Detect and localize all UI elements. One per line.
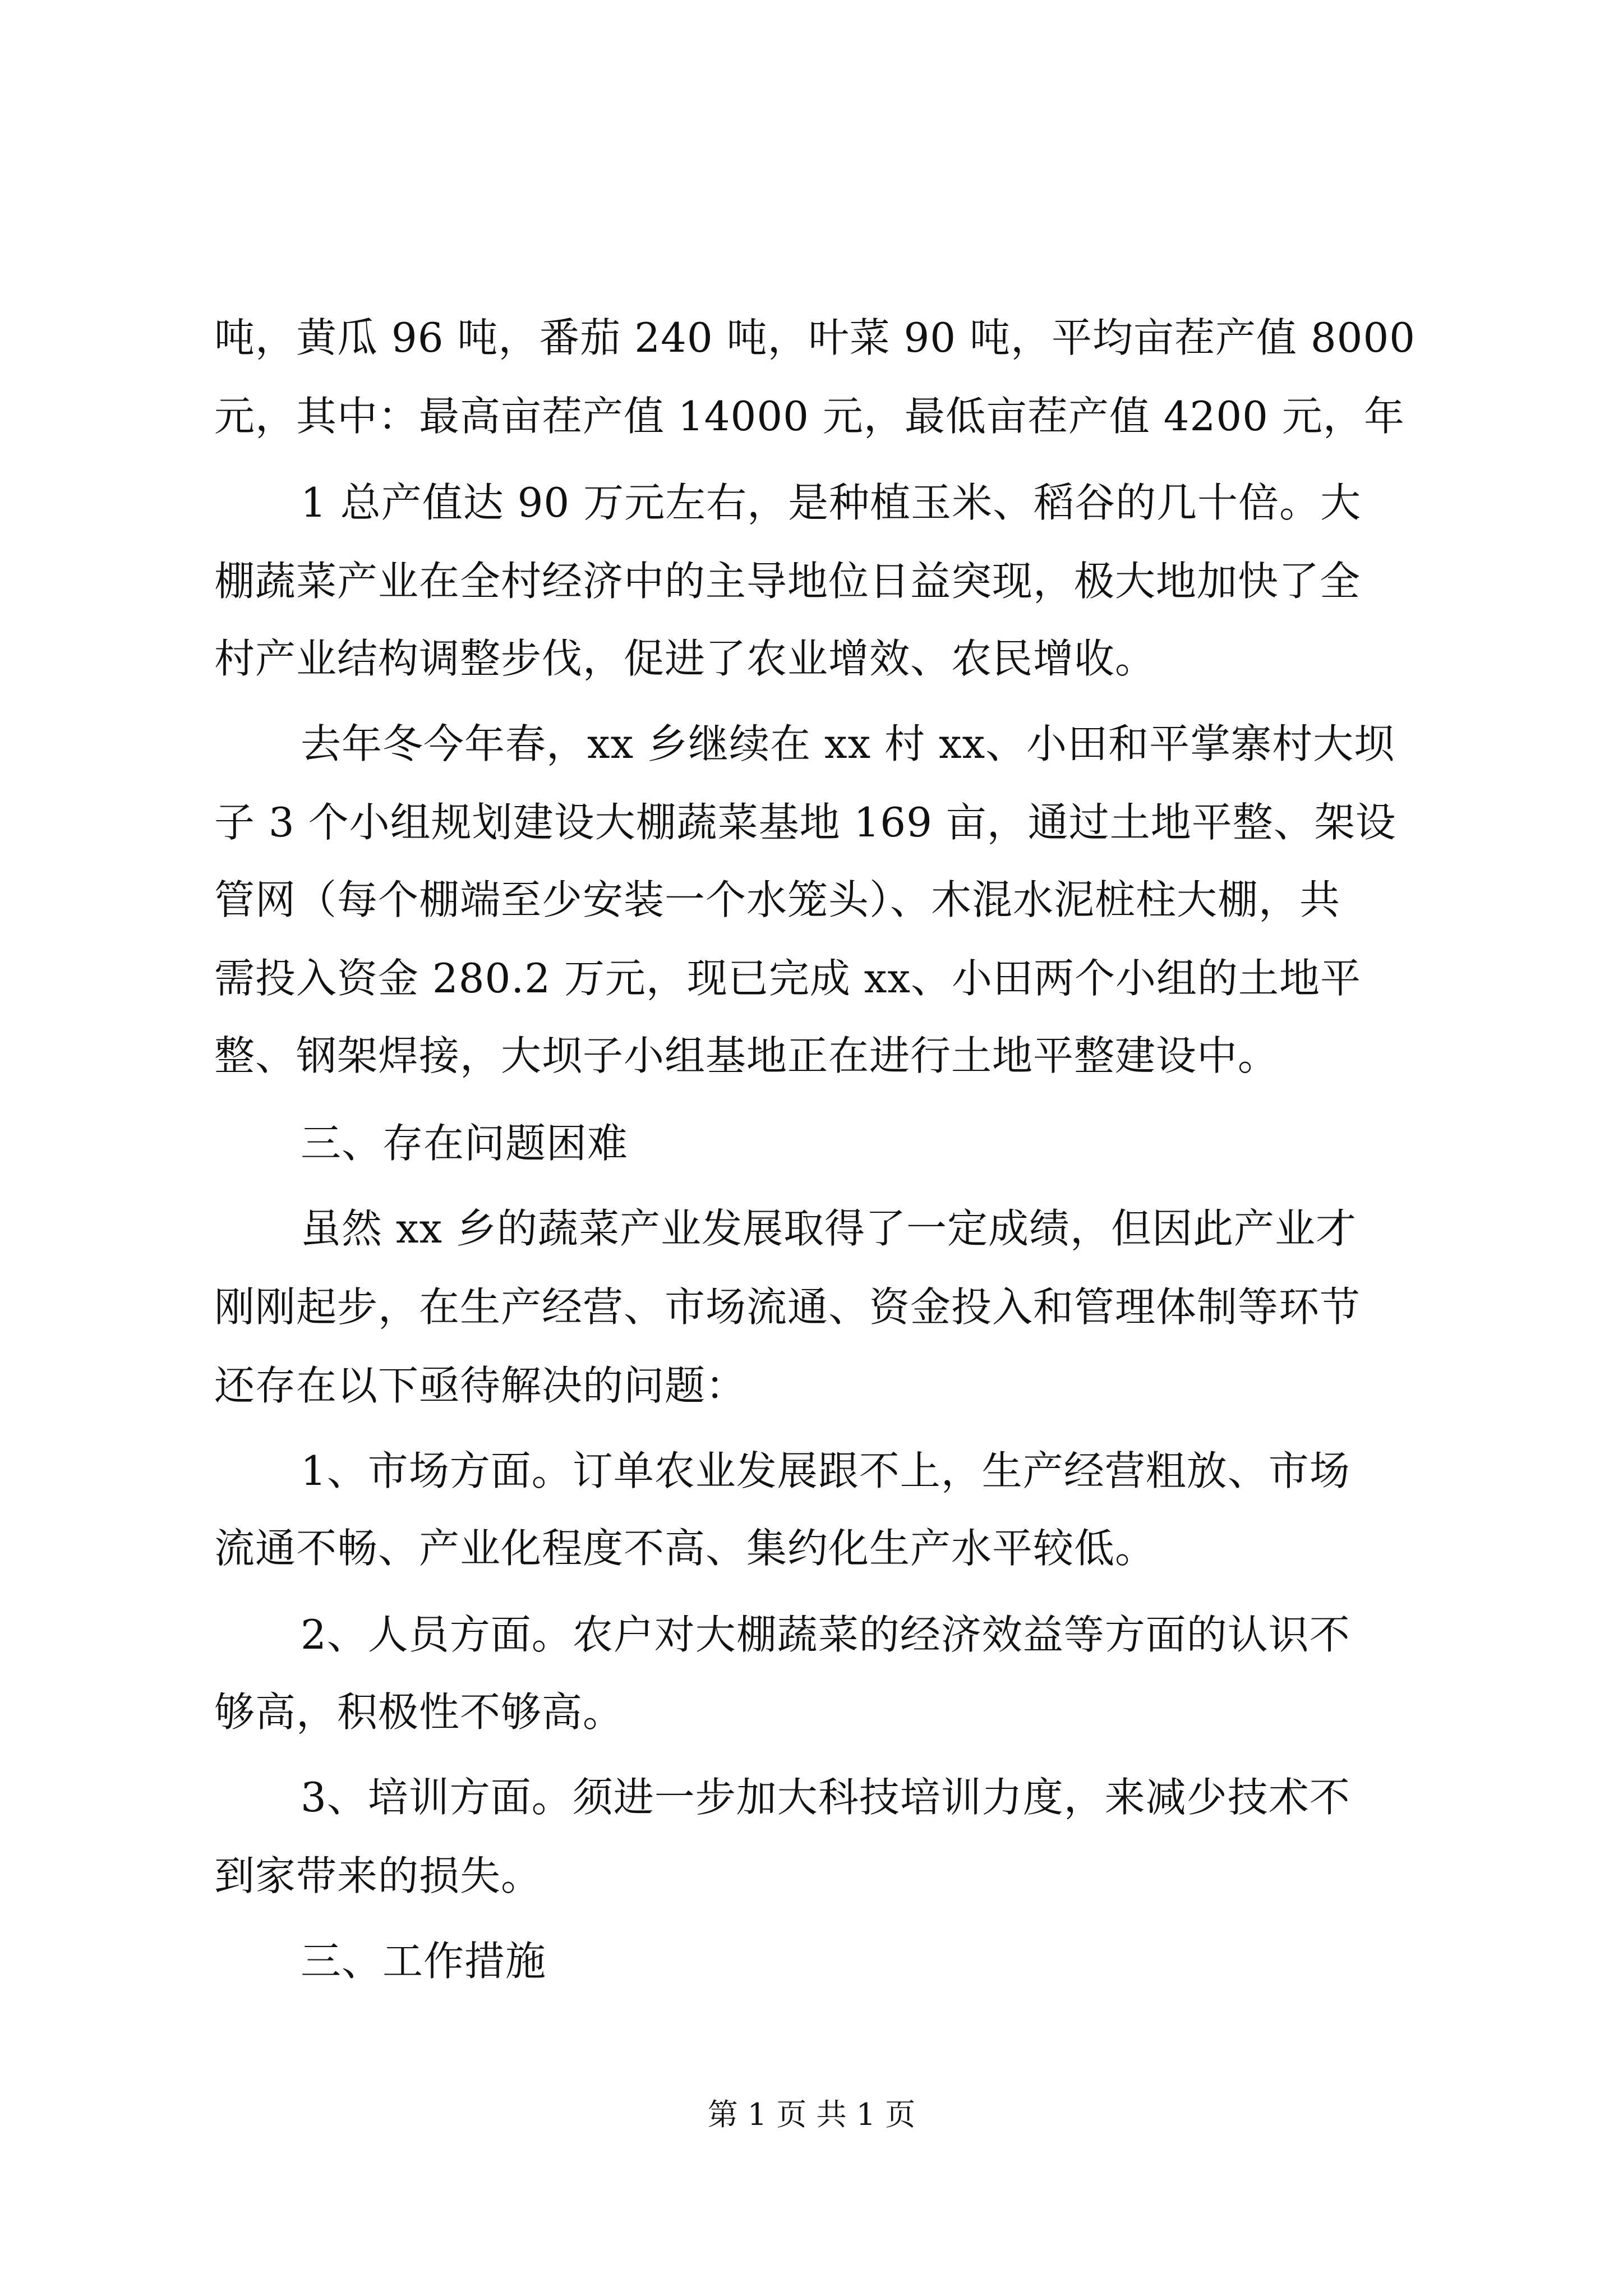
section-heading: 三、工作措施 (301, 1938, 547, 1985)
text-line: 元，其中：最高亩茬产值 14000 元，最低亩茬产值 4200 元，年 (214, 393, 1405, 440)
text-line: 虽然 xx 乡的蔬菜产业发展取得了一定成绩，但因此产业才 (301, 1205, 1357, 1252)
text-line: 村产业结构调整步伐，促进了农业增效、农民增收。 (214, 635, 1156, 682)
text-line: 还存在以下亟待解决的问题： (214, 1362, 747, 1409)
text-line: 子 3 个小组规划建设大棚蔬菜基地 169 亩，通过土地平整、架设 (214, 799, 1396, 846)
list-item: 2、人员方面。农户对大棚蔬菜的经济效益等方面的认识不 (301, 1611, 1350, 1658)
text-line: 刚刚起步，在生产经营、市场流通、资金投入和管理体制等环节 (214, 1283, 1361, 1331)
list-item: 1、市场方面。订单农业发展跟不上，生产经营粗放、市场 (301, 1447, 1350, 1494)
page-footer: 第 1 页 共 1 页 (707, 2097, 916, 2132)
text-line: 流通不畅、产业化程度不高、集约化生产水平较低。 (214, 1525, 1156, 1572)
text-line: 去年冬今年春，xx 乡继续在 xx 村 xx、小田和平掌寨村大坝 (301, 720, 1395, 767)
section-heading: 三、存在问题困难 (301, 1120, 629, 1167)
text-line: 吨，黄瓜 96 吨，番茄 240 吨，叶菜 90 吨，平均亩茬产值 8000 (214, 314, 1416, 361)
text-line: 管网（每个棚端至少安装一个水笼头）、木混水泥桩柱大棚，共 (214, 876, 1341, 923)
text-line: 够高，积极性不够高。 (214, 1688, 624, 1736)
text-line: 需投入资金 280.2 万元，现已完成 xx、小田两个小组的土地平 (214, 955, 1361, 1002)
text-line: 到家带来的损失。 (214, 1852, 542, 1899)
list-item: 3、培训方面。须进一步加大科技培训力度，来减少技术不 (301, 1774, 1350, 1821)
text-line: 棚蔬菜产业在全村经济中的主导地位日益突现，极大地加快了全 (214, 558, 1361, 605)
text-line: 整、钢架焊接，大坝子小组基地正在进行土地平整建设中。 (214, 1032, 1279, 1079)
text-line: 1 总产值达 90 万元左右，是种植玉米、稻谷的几十倍。大 (301, 479, 1362, 526)
